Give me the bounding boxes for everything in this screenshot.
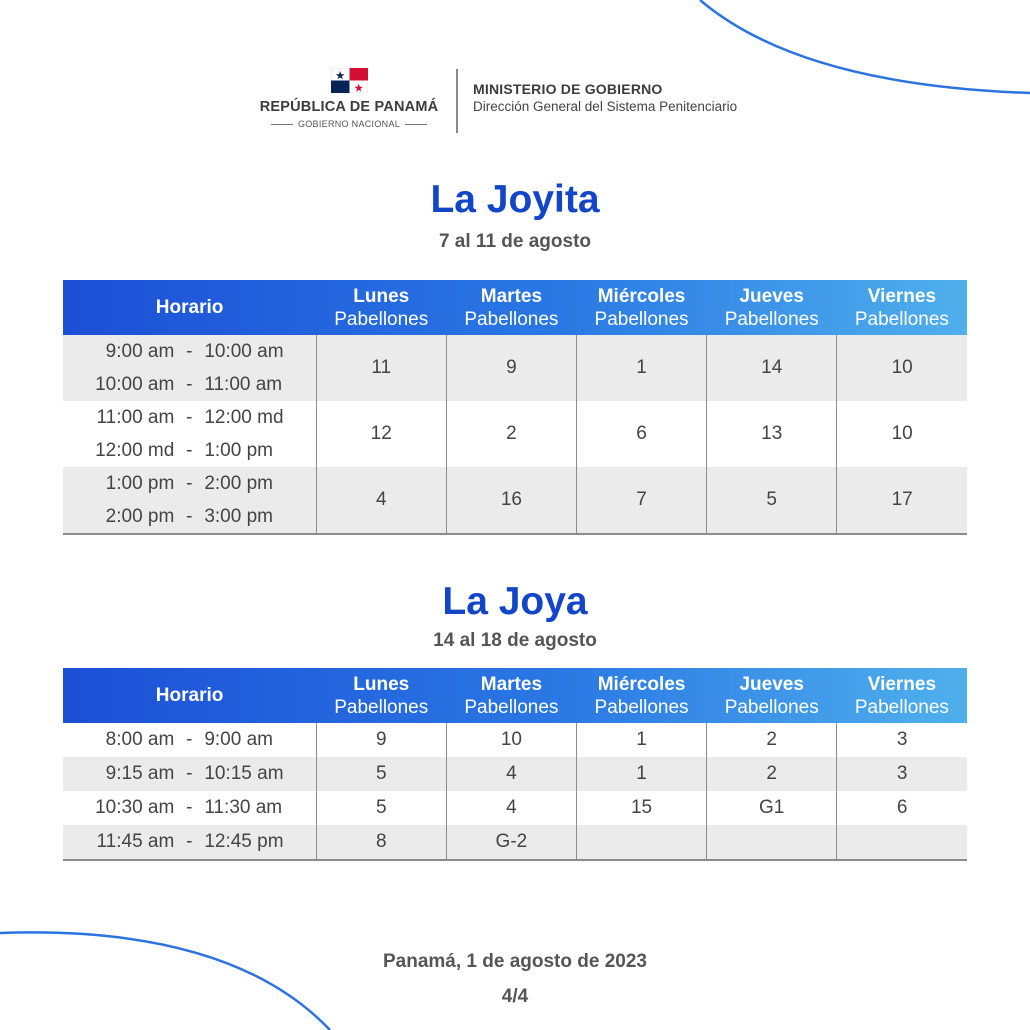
table-cell: 8 [316,825,446,860]
table-cell: 9 [446,335,576,401]
table-cell: 13 [707,401,837,467]
table-cell: 2 [446,401,576,467]
header-day: Jueves Pabellones [724,673,819,718]
time-cell: 11:00 am - 12:00 md 12:00 md - 1:00 pm [95,407,284,461]
table-cell: 4 [316,467,446,534]
table-cell: 1 [576,757,706,791]
header-day: Viernes Pabellones [854,285,949,330]
table-cell: 6 [837,791,967,825]
section-title-la-joya: La Joya [442,580,588,623]
schedule-table-la-joya [63,668,967,861]
government-label: GOBIERNO NACIONAL [258,119,440,129]
header-divider [456,69,458,133]
table-cell: 9 [316,723,446,757]
table-cell: 2 [707,757,837,791]
time-cell: 1:00 pm - 2:00 pm 2:00 pm - 3:00 pm [63,467,316,534]
page-number: 4/4 [501,986,529,1007]
table-cell: 10 [837,335,967,401]
table-cell: 3 [837,757,967,791]
header-day: Miércoles Pabellones [594,673,689,718]
table-cell: 10 [837,401,967,467]
table-cell: 3 [837,723,967,757]
table-row [63,401,967,467]
table-cell: 2 [707,723,837,757]
table-header-row [63,668,967,723]
panama-flag-icon [331,68,368,93]
table-cell: 5 [316,757,446,791]
section-dates-la-joyita: 7 al 11 de agosto [438,231,592,252]
time-cell: 9:15 am - 10:15 am [105,763,284,784]
table-cell: 1 [576,335,706,401]
table-cell: 16 [446,467,576,534]
header-horario: Horario [155,297,224,318]
table-header-row [63,280,967,335]
table-cell: 10 [446,723,576,757]
table-cell: 14 [707,335,837,401]
ministry-name: MINISTERIO DE GOBIERNO [473,81,663,97]
table-cell: G-2 [446,825,576,860]
table-cell: 4 [446,757,576,791]
table-cell: 5 [707,467,837,534]
header-day: Lunes Pabellones [334,673,429,718]
table-row [63,757,967,791]
schedule-table-la-joyita [63,280,967,535]
table-cell: 6 [576,401,706,467]
table-cell [707,825,837,860]
header-day: Viernes Pabellones [854,673,949,718]
table-row [63,825,967,860]
table-cell: 7 [576,467,706,534]
table-cell [576,825,706,860]
table-cell: 4 [446,791,576,825]
header-horario: Horario [155,685,224,706]
time-cell: 11:45 am - 12:45 pm [63,825,316,860]
time-cell: 9:00 am - 10:00 am 10:00 am - 11:00 am [95,341,284,395]
table-cell: 15 [576,791,706,825]
header-day: Martes Pabellones [464,285,559,330]
table-cell: 17 [837,467,967,534]
page-header [0,66,1030,136]
table-cell: 1 [576,723,706,757]
footer-date: Panamá, 1 de agosto de 2023 [382,951,647,972]
table-row [63,335,967,401]
table-row [63,723,967,757]
table-cell [837,825,967,860]
table-cell: 5 [316,791,446,825]
table-cell: G1 [707,791,837,825]
table-cell: 11 [316,335,446,401]
header-day: Jueves Pabellones [724,285,819,330]
table-row [63,467,967,534]
section-title-la-joyita: La Joyita [430,178,600,221]
section-dates-la-joya: 14 al 18 de agosto [433,630,597,651]
republic-name: REPÚBLICA DE PANAMÁ [259,99,439,115]
table-cell: 12 [316,401,446,467]
header-day: Miércoles Pabellones [594,285,689,330]
directorate-name: Dirección General del Sistema Penitenciario [473,99,738,114]
header-day: Lunes Pabellones [334,285,429,330]
time-cell: 10:30 am - 11:30 am [95,797,283,818]
header-day: Martes Pabellones [464,673,559,718]
time-cell: 8:00 am - 9:00 am [105,729,273,750]
table-row [63,791,967,825]
